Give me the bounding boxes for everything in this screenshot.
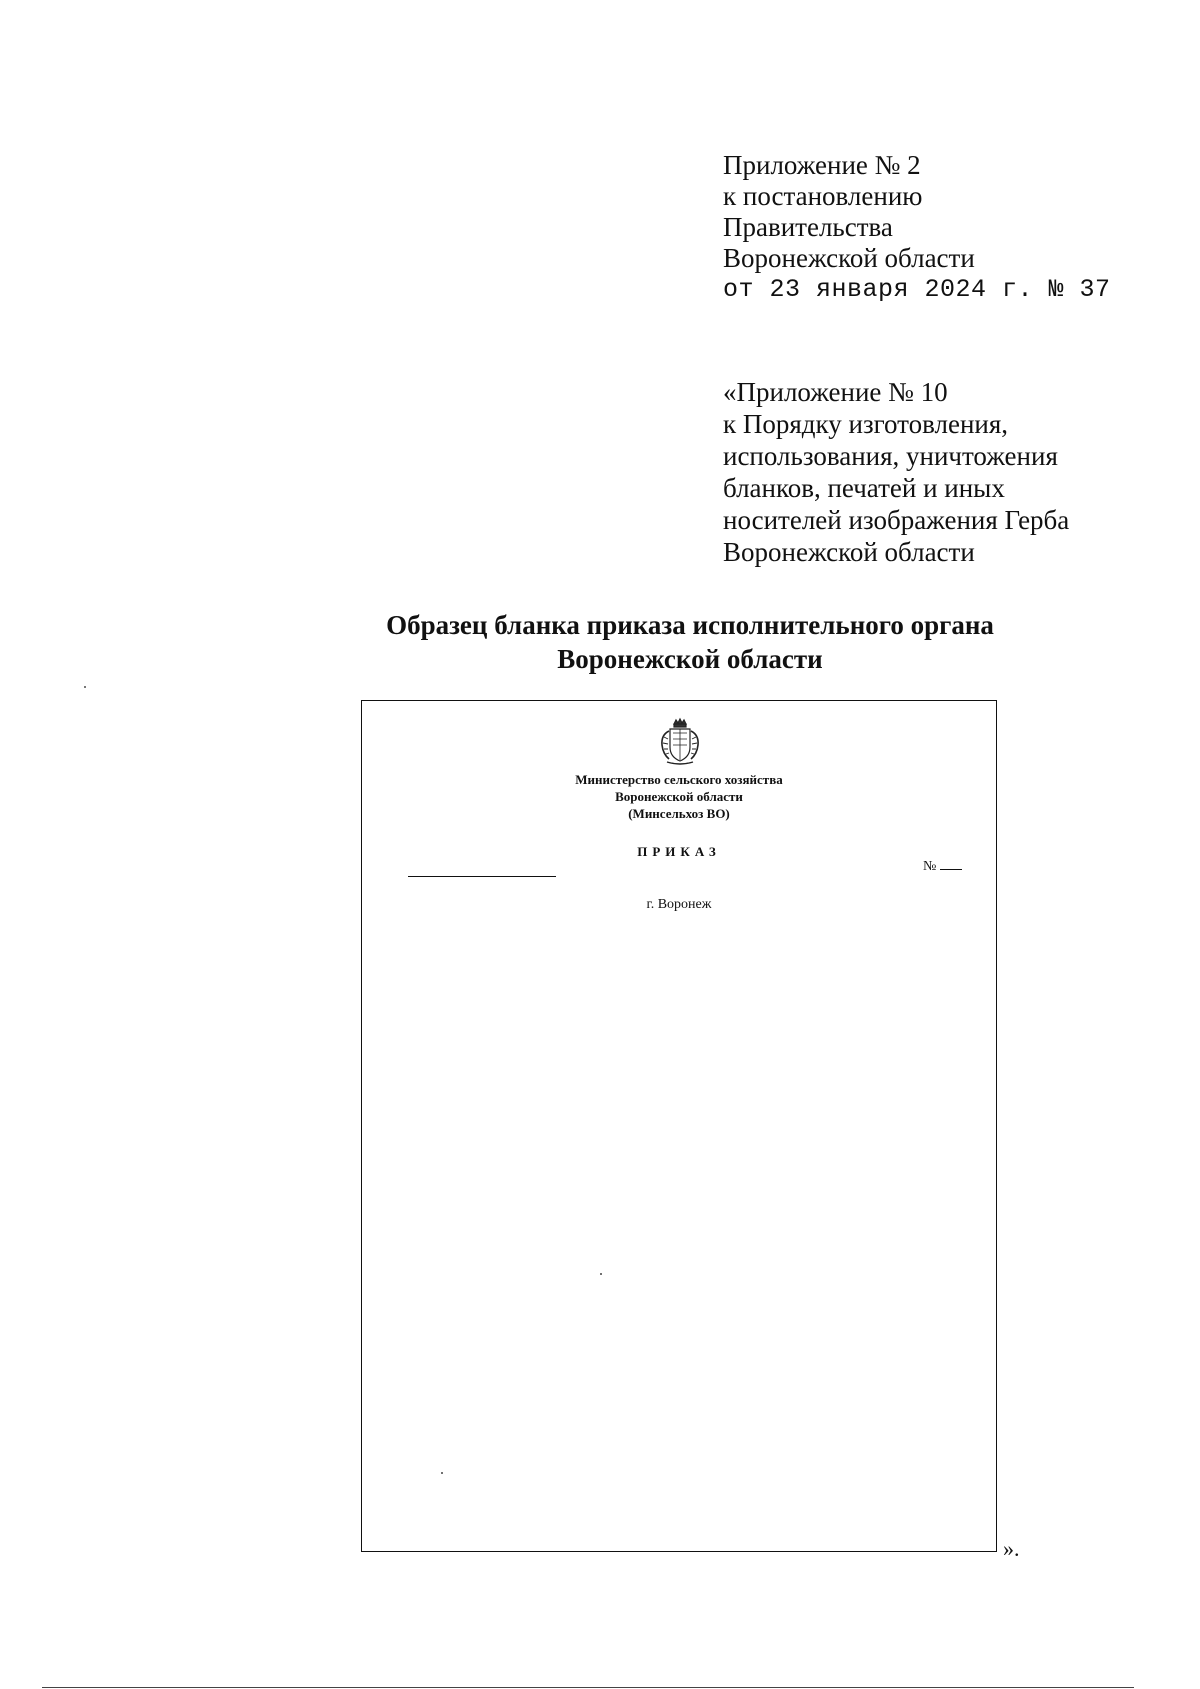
closing-quote: ». bbox=[1003, 1536, 1020, 1561]
document-title-line-2: Воронежской области bbox=[557, 644, 823, 674]
appendix-region: Воронежской области bbox=[723, 243, 975, 273]
appendix-block bbox=[723, 150, 1111, 305]
order-appendix-number: «Приложение № 10 bbox=[723, 377, 948, 407]
date-blank-line bbox=[408, 876, 556, 877]
order-heading: ПРИКАЗ bbox=[637, 844, 721, 859]
city-name: г. Воронеж bbox=[646, 897, 712, 912]
order-appendix-line-3: использования, уничтожения bbox=[723, 441, 1058, 471]
scan-speck bbox=[600, 1273, 602, 1275]
document-title-line-1: Образец бланка приказа исполнительного органа bbox=[386, 610, 994, 640]
appendix-date: от 23 января 2024 г. № 37 bbox=[723, 275, 1111, 304]
number-label: № bbox=[923, 859, 937, 874]
order-number-field bbox=[923, 859, 962, 875]
order-form-sample bbox=[361, 700, 997, 1552]
page-bottom-rule bbox=[42, 1687, 1134, 1688]
scan-speck bbox=[441, 1472, 443, 1474]
appendix-resolution: к постановлению bbox=[723, 181, 923, 211]
organization-short-name: (Минсельхоз ВО) bbox=[628, 806, 730, 821]
appendix-government: Правительства bbox=[723, 212, 893, 242]
order-appendix-block bbox=[723, 376, 1069, 568]
voronezh-coat-of-arms-icon bbox=[657, 717, 703, 767]
order-appendix-line-6: Воронежской области bbox=[723, 537, 975, 567]
order-appendix-line-5: носителей изображения Герба bbox=[723, 505, 1070, 535]
order-appendix-line-4: бланков, печатей и иных bbox=[723, 473, 1005, 503]
order-appendix-line-2: к Порядку изготовления, bbox=[723, 409, 1009, 439]
appendix-number: Приложение № 2 bbox=[723, 150, 921, 180]
document-title bbox=[330, 608, 1050, 676]
organization-name-line-2: Воронежской области bbox=[615, 789, 743, 804]
number-blank-line bbox=[940, 869, 962, 870]
organization-name-line-1: Министерство сельского хозяйства bbox=[575, 772, 783, 787]
organization-name bbox=[362, 771, 996, 822]
scan-speck bbox=[84, 686, 86, 688]
